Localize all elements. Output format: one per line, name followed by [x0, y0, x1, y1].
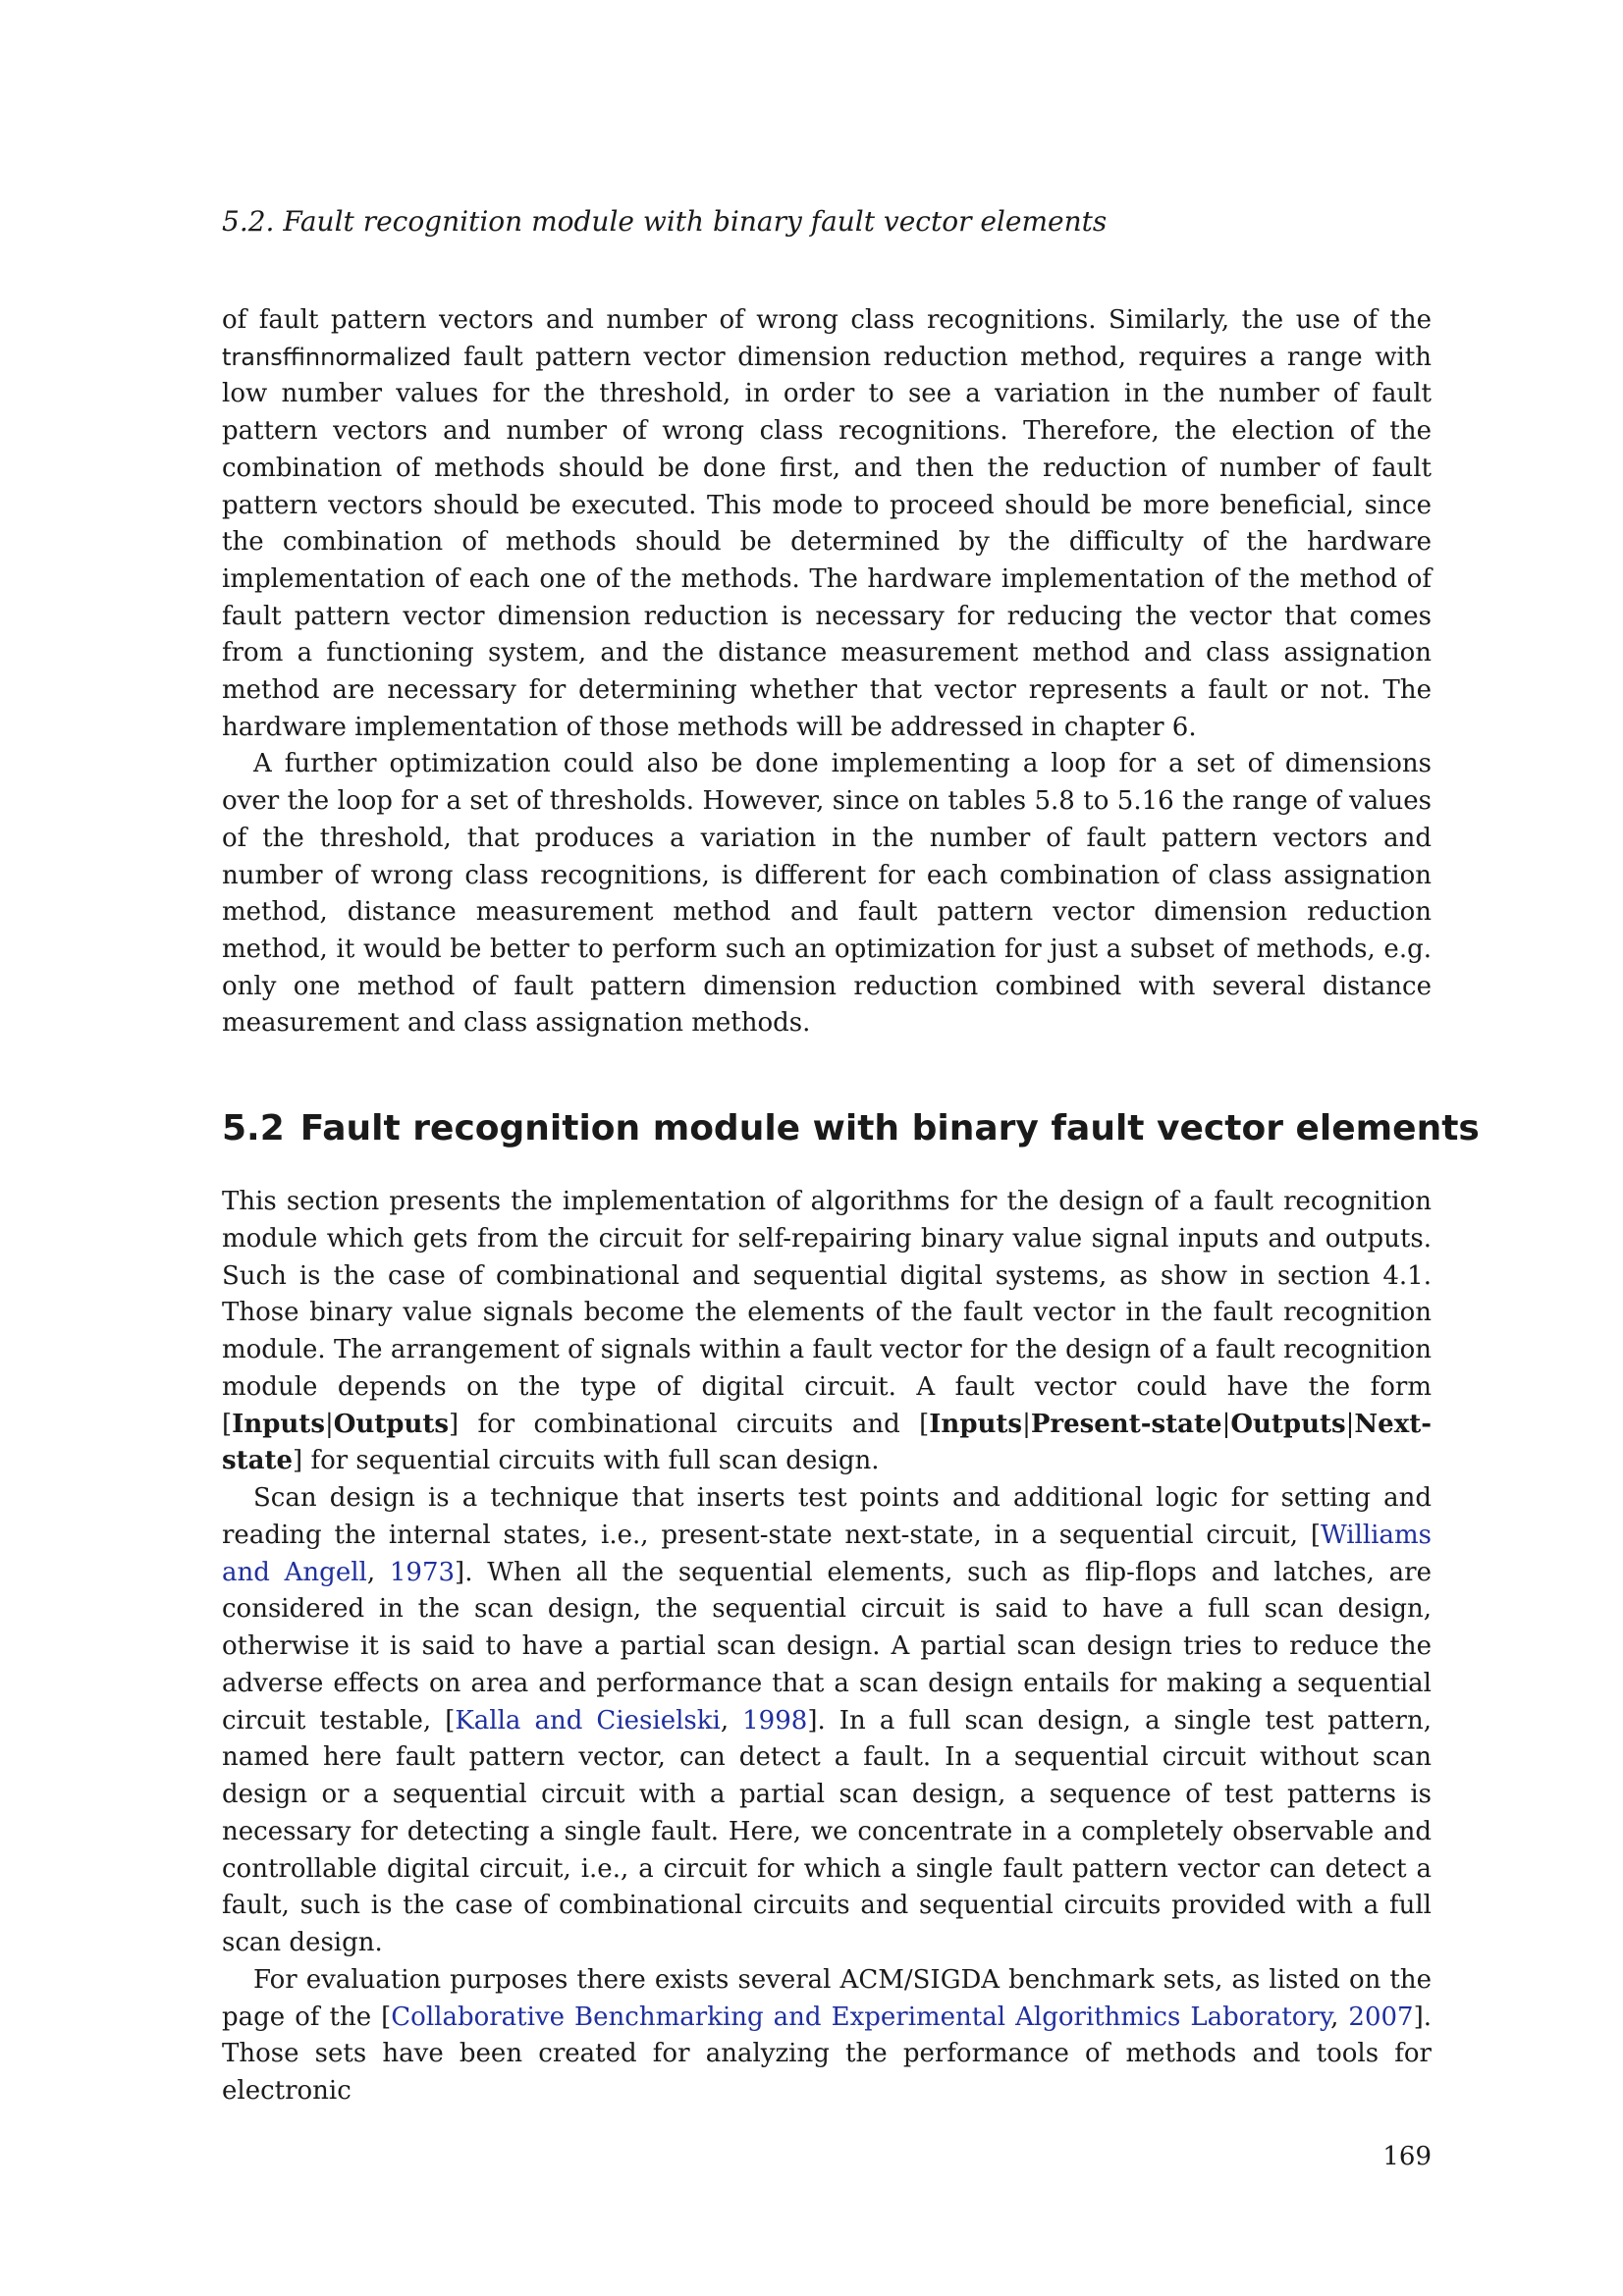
citation-cbl[interactable]: Collaborative Benchmarking and Experimental Algorithmics Laboratory [391, 2002, 1331, 2032]
section-body [222, 1184, 1432, 2110]
section-number: 5.2 [222, 1108, 285, 1148]
separator: | [324, 1409, 334, 1439]
separator: | [1221, 1409, 1231, 1439]
vector-field: Inputs [929, 1409, 1023, 1439]
text-run: Scan design is a technique that inserts test points and additional logic for setting and reading the internal states, i.e., present-state next-state, in a sequential circuit, [ [222, 1483, 1432, 1550]
vector-field: Present-state [1030, 1409, 1222, 1439]
text-run: For evaluation purposes there exists several ACM/SIGDA benchmark sets, as listed on the page of the [ [222, 1964, 1432, 2032]
paragraph-2: A further optimization could also be done implementing a loop for a set of dimensions over the loop for a set of thresholds. However, since on tables 5.8 to 5.16 the range of values of the threshold, that produces a variation in the number of fault pattern vectors and number of wrong class recognitions, is different for each combination of class assignation method, distance measurement method and fault pattern vector dimension reduction method, it would be better to perform such an optimization for just a subset of methods, e.g. only one method of fault pattern dimension reduction combined with several distance measurement and class assignation methods. [222, 749, 1432, 1039]
section-title-text: Fault recognition module with binary fault vector elements [299, 1108, 1480, 1148]
method-name: transffinnormalized [222, 343, 452, 371]
separator: , [366, 1557, 390, 1587]
vector-field: Outputs [333, 1409, 450, 1439]
continuation-text [222, 302, 1432, 1042]
paragraph-1 [222, 302, 1432, 746]
text-run: ]. In a full scan design, a single test pattern, named here fault pattern vector, can detect a fault. In a sequential circuit without scan design or a sequential circuit with a partial scan design, a sequence of test patterns is necessary for detecting a single fault. Here, we concentrate in a completely observable and controllable digital circuit, i.e., a circuit for which a single fault pattern vector can detect a fault, such is the case of combinational circuits and sequential circuits provided with a full scan design. [222, 1705, 1432, 1957]
section-heading [222, 1107, 1480, 1150]
vector-field: Next-state [222, 1409, 1432, 1476]
running-head: 5.2. Fault recognition module with binary fault vector elements [222, 205, 1108, 238]
text-run: ]. Those sets have been created for analyzing the performance of methods and tools for electronic [222, 2002, 1433, 2106]
separator: | [1022, 1409, 1031, 1439]
separator: | [1345, 1409, 1355, 1439]
paragraph-3 [222, 1184, 1432, 1480]
separator: , [720, 1705, 743, 1735]
paragraph-4 [222, 1480, 1432, 1962]
text-run: This section presents the implementation of algorithms for the design of a fault recognition module which gets from the circuit for self-repairing binary value signal inputs and outputs. Such is the case of combinational and sequential digital systems, as show in section 4.1. Those binary value signals become the elements of the fault vector in the fault recognition module. The arrangement of signals within a fault vector for the design of a fault recognition module depends on the type of digital circuit. A fault vector could have the form [ [222, 1187, 1432, 1439]
vector-field: Outputs [1230, 1409, 1346, 1439]
citation-year-1998[interactable]: 1998 [742, 1705, 808, 1735]
page-number: 169 [1382, 2142, 1432, 2171]
text-run: of fault pattern vectors and number of wrong class recognitions. Similarly, the use of the [222, 305, 1432, 335]
paragraph-5 [222, 1962, 1432, 2110]
text-run: ]. When all the sequential elements, such as flip-flops and latches, are considered in the scan design, the sequential circuit is said to have a full scan design, otherwise it is said to have a partial scan design. A partial scan design tries to reduce the adverse effects on area and performance that a scan design entails for making a sequential circuit testable, [ [222, 1557, 1432, 1735]
separator: , [1330, 2002, 1349, 2032]
citation-kalla-ciesielski[interactable]: Kalla and Ciesielski [455, 1705, 721, 1735]
text-run: ] for sequential circuits with full scan design. [293, 1446, 880, 1476]
citation-williams-angell[interactable]: Williams and Angell [222, 1520, 1432, 1587]
text-run: fault pattern vector dimension reduction method, requires a range with low number values for the threshold, in order to see a variation in the number of fault pattern vectors and number of wrong class recognitions. Therefore, the election of the combination of methods should be done first, and then the reduction of number of fault pattern vectors should be executed. This mode to proceed should be more beneficial, since the combination of methods should be determined by the difficulty of the hardware implementation of each one of the methods. The hardware implementation of the method of fault pattern vector dimension reduction is necessary for reducing the vector that comes from a functioning system, and the distance measurement method and class assignation method are necessary for determining whether that vector represents a fault or not. The hardware implementation of those methods will be addressed in chapter 6. [222, 342, 1432, 742]
citation-year-2007[interactable]: 2007 [1348, 2002, 1414, 2032]
vector-field: Inputs [232, 1409, 325, 1439]
citation-year-1973[interactable]: 1973 [389, 1557, 456, 1587]
text-run: ] for combinational circuits and [ [449, 1409, 930, 1439]
